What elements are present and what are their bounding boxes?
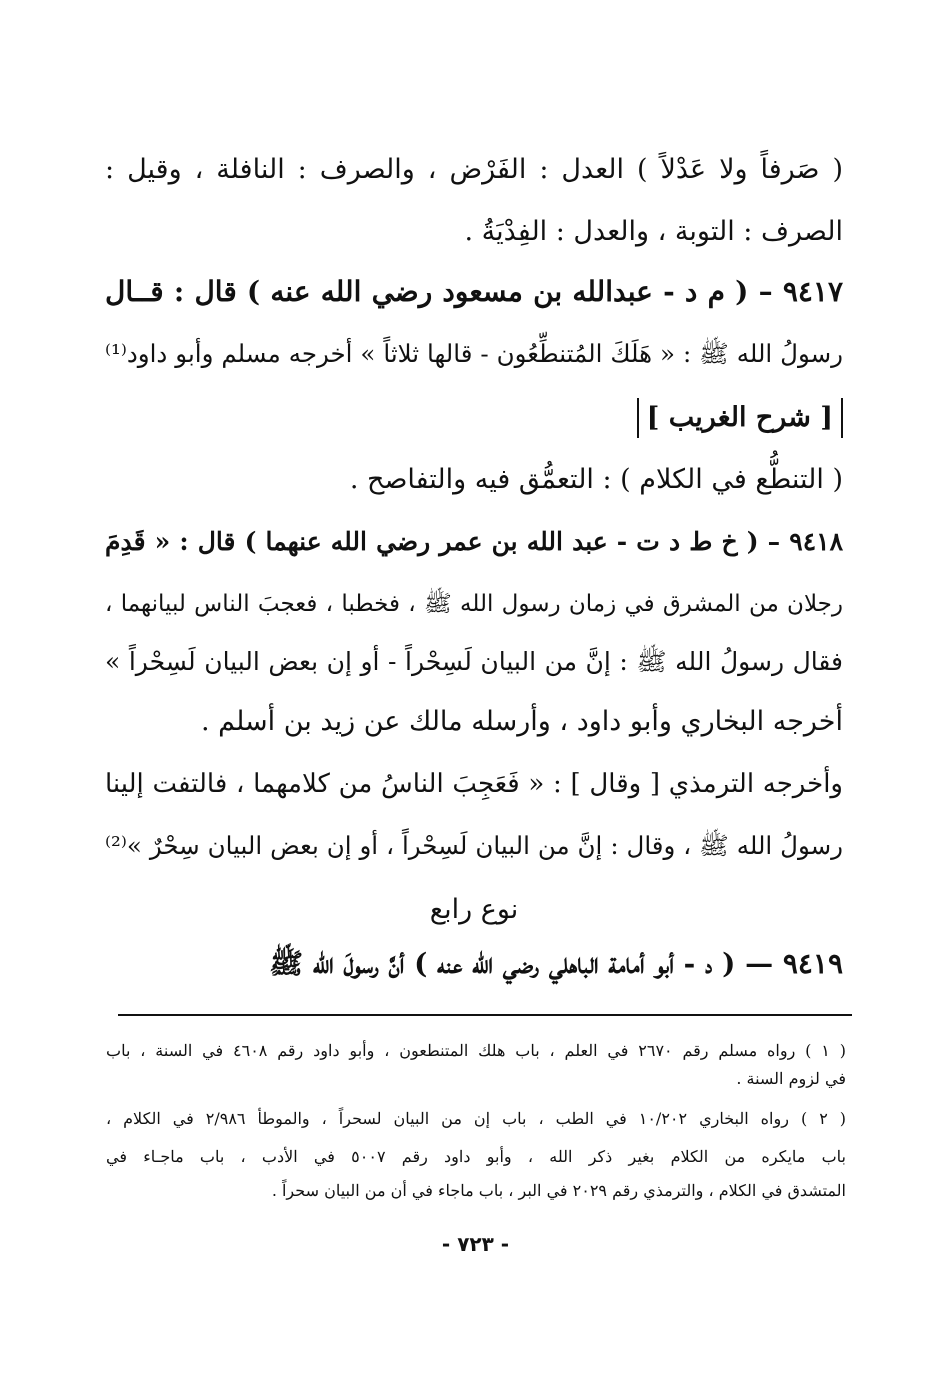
hadith-9418-heading: ٩٤١٨ – ( خ ط د ت - عبد الله بن عمر رضي الله عنهما ) قال : « قَدِمَ — [105, 527, 843, 556]
hadith-9418-variant-1: وأخرجه الترمذي [ وقال ] : « فَعَجِبَ الناسُ من كلامهما ، فالتفت إلينا — [105, 769, 843, 799]
section-title: نوع رابع — [429, 894, 519, 925]
text-line-1: ( صَرفاً ولا عَدْلاً ) العدل : الفَرْض ، والصرف : النافلة ، وقيل : — [105, 154, 843, 185]
footnote-2-line-1: ( ٢ ) رواه البخاري ١٠/٢٠٢ في الطب ، باب إن من البيان لسحراً ، والموطأ ٢/٩٨٦ في الكلام ، — [106, 1109, 847, 1128]
hadith-9418-variant-2: رسولُ الله ﷺ ، وقال : إنَّ من البيان لَسِحْراً ، أو إن بعض البيان سِحْرٌ »⁽²⁾ — [105, 831, 843, 860]
text-line-2: الصرف : التوبة ، والعدل : الفِدْيَةُ . — [464, 216, 843, 247]
glossary-heading — [105, 398, 843, 438]
hadith-9418-text-2: فقال رسولُ الله ﷺ : إنَّ من البيان لَسِحْراً - أو إن بعض البيان لَسِحْراً » — [105, 647, 843, 676]
hadith-9417-text: رسولُ الله ﷺ : « هَلَكَ المُتنطِّعُون - قالها ثلاثاً » أخرجه مسلم وأبو داود⁽¹⁾ — [105, 339, 843, 368]
footnote-divider — [118, 1014, 852, 1016]
hadith-9417-heading: ٩٤١٧ – ( م د - عبدالله بن مسعود رضي الله عنه ) قال : قــال — [105, 275, 843, 308]
hadith-9418-text-1: رجلان من المشرق في زمان رسول الله ﷺ ، فخطبا ، فعجبَ الناس لبيانهما ، — [105, 591, 843, 617]
footnote-2-line-3: المتشدق في الكلام ، والترمذي رقم ٢٠٢٩ في البر ، باب ماجاء في أن من البيان سحراً . — [271, 1181, 846, 1200]
hadith-9419-heading: ٩٤١٩ — ( د - أبو أمامة الباهلي رضي الله عنه ) أنَّ رسولَ الله ﷺ — [269, 947, 843, 980]
footnote-1-line-1: ( ١ ) رواه مسلم رقم ٢٦٧٠ في العلم ، باب هلك المتنطعون ، وأبو داود رقم ٤٦٠٨ في السنة ، باب — [106, 1041, 846, 1060]
hadith-9418-source: أخرجه البخاري وأبو داود ، وأرسله مالك عن زيد بن أسلم . — [200, 706, 843, 737]
footnote-1-line-2: في لزوم السنة . — [736, 1069, 846, 1088]
page-number: - ٧٢٣ - — [441, 1232, 510, 1256]
glossary-heading-label: [ شرح الغريب ] — [637, 398, 843, 438]
footnote-2-line-2: باب مايكره من الكلام بغير ذكر الله ، وأبو داود رقم ٥٠٠٧ في الأدب ، باب ماجـاء في — [106, 1147, 847, 1166]
glossary-text: ( التنطُّع في الكلام ) : التعمُّق فيه والتفاصح . — [349, 464, 843, 495]
